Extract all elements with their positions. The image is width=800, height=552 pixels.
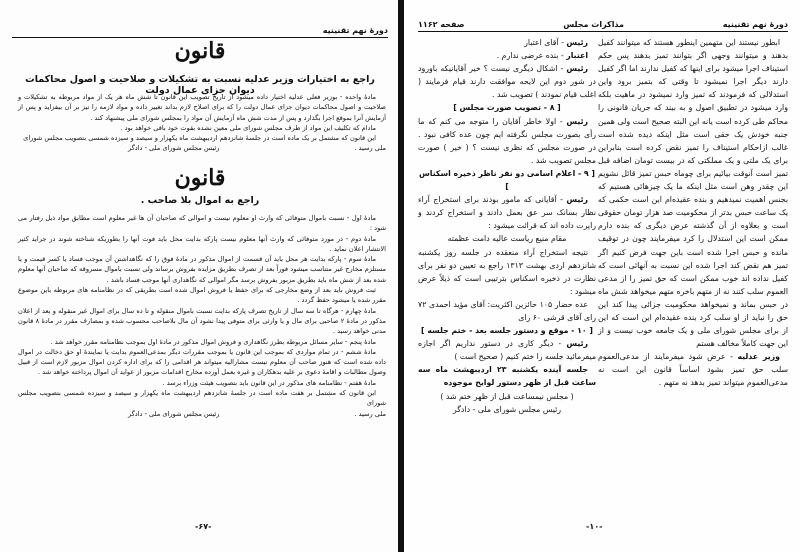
article: این قانون که مشتمل بر هفت ماده است در جلسهٔ شانزدهم اردیبهشت ماه یکهزار و سیصد و سیزده شمسی بتصویب مجلس شورای — [18, 389, 386, 408]
speech-text: - دیگر کاری در دستور نداریم اگر اجازه میفرمائید جلسه را ختم کنیم ( صحیح است ) — [418, 339, 596, 362]
article: مادهٔ سوم - پارکه بدایت هر محل باید آن قسمت از اموال مذکور در مادهٔ فوق را که نگاهداشتن آن موجب فساد یا کسر قیمت و یا مستلزم مخارج غیر متناسب میشود فوراً بعد از تصرف بطریق مزایده بفروش برساند ولی نسبت باموال مسروقه که صاحبان آنها معلوم شده بعد از شش ماه باید بطریق مزبور بفروش برسد مگر اموالی که نگاهداری آنها موجب فساد باشد . — [18, 255, 386, 284]
speech-text: - آقای اعتبار — [524, 38, 564, 47]
speech — [418, 49, 596, 62]
page-ref: صفحه ۱۱۶۲ — [418, 20, 465, 29]
page-number: -۱۰- — [586, 522, 603, 531]
law-title: قانون — [174, 165, 226, 191]
article: مادهٔ هفتم - نظامنامه های مذکور در این قانون باید بتصویب هیئت وزراء برسد . — [162, 378, 376, 387]
article: مادهٔ پنجم - سایر مسائل مربوطه بطرز نگاهداری و فروش اموال مذکور در مادهٔ اول بموجب نظامنامه مقرر خواهد شد . — [50, 337, 376, 346]
article: این قانون که مشتمل بر یک ماده است در جلسهٔ شانزدهم اردیبهشت ماه یکهزار و سیصد و سیزده شمسی بتصویب مجلس شورای — [23, 134, 376, 143]
column-right — [598, 36, 788, 390]
law2-body — [18, 213, 386, 419]
speech — [418, 115, 596, 167]
article: مادهٔ واحده - بوزیر فعلی عدلیه اختیار داده میشود از تاریخ تصویب این قانون تا شش ماه هر یک از مواد مربوطه به تشکیلات و صلاحیت و اصول محاکمات دیوان جزای عمال دولت را که برای اصلاح لازم بداند تغییر داده و مواد لازمه را نیز بر آن بیفزاید و پس از آزمایش آنرا بموقع اجرا بگذارد و پس از مدت شش ماه آزمایش آن مواد را بمجلس شورای ملی پیشنهاد کند . — [18, 93, 386, 122]
session-label: دورهٔ نهم تقنینیه — [722, 20, 788, 29]
page-number: -۶۷- — [195, 522, 212, 531]
paragraph: وزیر عدلیه - عرض شود میفرمایند از مدعی‌العموم سلب حق تمیز بشود اساساً قانون این است نه مدعی‌العموم میتواند تمیز بدهد نه متهم . — [598, 352, 788, 388]
article: مادام که تکلیف این مواد از طرف مجلس شورای ملی معین نشده بقوت خود باقی خواهد بود . — [120, 123, 376, 132]
speech — [418, 337, 596, 363]
speech — [418, 193, 596, 232]
centered-line: ( مجلس نیمساعت قبل از ظهر ختم شد ) — [440, 391, 574, 401]
speaker: رئیس — [566, 38, 588, 47]
paragraph: ابطور نیستند این متهمین اینطور هستند که میتوانند کفیل بدهند و میتوانند وجهی اگر بتوانند تمیز بدهند پس حکم استیناف اجرا میشود برای اینها که کفیل ندارند اما اگر کفیل دارند دیگر اجرا نمیشود تا وقتی که بتمیز برود واین استدلالی که فرمودند که تمیز وارد نمیشود در ماهیت بلکه وارد میشود در تطبیق اصول و به بیند که جریان قانونی را محاکم طی کرده است یانه این البته صحیح است ولی همین جنبه خودش یک حقی است مثل اینکه دیده شده است غالب ازاحکام استیناف را تمیز نقض کرده است بنابراین برای یک ملتی و یک مملکتی که در بیست تومان اضافه قبل تمیز است آنوقت بیائیم برای چوماه حبس تمیز قائل نشویم این چقدر وهن است مثل اینکه ما یک چیزهائی هستیم که بجنس اهمیت نمیدهیم و بنده عقیده‌ام این است حکمی که یک ساعت حبس بدتر از محکومیت صد هزار تومان حقوقی است و بعلاوه از آن گذشته عرض دیگری که بنده دارم ممکن است این استدلال را کرد میفرمایند چون در توقیف مانده و حبس اجرا شده است باین جهت فرض کنیم اگر تمیز هم نقض کند اجرا شده این نسبت به آنهائی است که کفیل نداده اند خوب ممکن است که حق تمیز را از مدعی العموم سلب کنند نه از متهم باخره متهم میخواهد شش ماه در حبس بماند و نمیخواهد محکومیت جزائی پیدا کند این حق را نباید از او سلب کرد بنده عقیده‌ام این است که این از برای مجلس شورای ملی و یک جامعه خوب نیست و از این جهت کاملاً مخالف هستم — [598, 38, 788, 349]
speech — [418, 298, 596, 324]
speech — [418, 36, 596, 49]
publication-label: مذاکرات مجلس — [563, 20, 625, 29]
centered-line: مقام منیع ریاست عالیه دامت عظمته — [447, 234, 567, 244]
next-session-note: جلسه آینده یکشنبه ۲۳ اردیبهشت ماه سه ساعت قبل از ظهر دستور لوایح موجوده — [418, 365, 596, 388]
speech-text: - بنده عرضی ندارم . — [496, 51, 564, 61]
speech-text: - اشکال دیگری نیست ؟ خیر آقایانیکه باورود در شور دوم این لایحه موافقت دارند قیام فرمایند ( اغلب قیام نمودند ) تصویب شد . — [418, 64, 596, 100]
section-heading: [ ۱۰ - موقع و دستور جلسه بعد - ختم جلسه ] — [421, 326, 593, 336]
article: مادهٔ ششم - در تمام مواردی که بموجب این قانون یا بموجب مقررات دیگر بمدعی‌العموم بدایت یا نمایندهٔ او حق دخالت در اموال داده شده است که هنوز صاحب آن معلوم نیست مشارالیه میتواند هر اقدامی را که برای اداره کردن اموال مزبور لازم است از قبیل وصول مطالبات و اقامهٔ دعوی بر علیه بدهکاران و غیره بعمل آورده مخارج اقدامات مزبور از عواید آن اموال پرداخته خواهد شد . — [18, 347, 386, 377]
page-header — [12, 26, 388, 38]
speech-text: - آقایانی که مامور بودند برای استخراج آراء نظار بسانک سر عق بعمل دادند و استخراج کردند و راپرت داده اند که قرائت میشود : — [418, 195, 596, 231]
article: مادهٔ چهارم - هرگاه تا سه سال از تاریخ تصرف پارکه بدایت نسبت باموال منقوله و تا ده سال برای اموال غیر منقوله و بعد از اعلان مذکور در مادهٔ ۲ صاحبی برای مال و یا وارثی برای متوفی پیدا نشود آن مال بلاصاحب محسوب شده و بمصارف مقرر در مادهٔ ۸ قانون مدنی خواهد رسید . — [18, 306, 386, 336]
article: مادهٔ اول - نسبت باموال متوفائی که وارث او معلوم نیست و اموالی که صاحبان آن ها غیر معلوم است مطابق مواد ذیل رفتار می شود : — [18, 214, 386, 233]
session-label: دورهٔ نهم تقنینیه — [322, 26, 388, 35]
signature: ملی رسید . رئیس مجلس شورای ملی - دادگر — [128, 409, 386, 418]
speech-text: - اولا خاطر آقایان را متوجه می کنم که ما رأی بصورت مجلس نگرفته ایم چون عده کافی نبود . در صورت مجلس که نظری نیست ؟ ( خیر ) صورت مجلس تصویب شد . — [418, 116, 596, 165]
page-header — [418, 20, 788, 32]
speech — [418, 62, 596, 101]
speech-text: عده حضار ۱۰۵ حائزین اکثریت: آقای مؤید احمدی ۷۲ رای آقای قرشی ۶۰ رای — [418, 299, 596, 322]
column-left — [418, 36, 596, 416]
speech-text: نتیجه استخراج آراء منعقده در جلسه روز یکشنبه شانزدهم اردی بهشت ۱۳۱۳ راجع به تعیین دو نفر برای نظارت در ذخیره اسکناس بترتیبی است که ذیلاً عرض میشود : — [418, 247, 596, 296]
law-subtitle: راجع به اختیارات وزیر عدلیه نسبت به تشکیلات و صلاحیت و اصول محاکمات دیوان جزای عمال دولت — [25, 74, 375, 96]
signature: ملی رسید . رئیس مجلس شورای ملی - دادگر — [128, 144, 386, 153]
speaker: رئیس — [566, 64, 588, 74]
speaker: رئیس — [566, 339, 589, 349]
section-heading: [ ۹ - اعلام اسامی دو نفر ناظر ذخیره اسکناس ] — [419, 168, 595, 192]
section-heading: [ ۸ - تصویب صورت مجلس ] — [453, 103, 561, 113]
speech — [418, 246, 596, 298]
speaker: رئیس — [566, 116, 588, 126]
speaker: رئیس — [566, 195, 588, 205]
law1-body — [18, 92, 386, 154]
article: مادهٔ دوم - در مورد متوفائی که وارث آنها معلوم نیست پارکه بدایت محل باید فوت آنها را بطوریکه شناخته شوند در جراید کثیر الانتشار اعلان نماید . — [18, 234, 386, 253]
law-title: قانون — [174, 38, 226, 64]
article: ثبت فروش باید بعد از وضع مخارجی که برای حفظ یا فروش اموال شده است بطریقی که در نظامنامه های مربوطه باین موضوع مقرر شده یا میشود حفظ گردد . — [18, 286, 386, 305]
centered-line: رئیس مجلس شورای ملی - دادگر — [452, 404, 562, 414]
speaker: اعتبار — [566, 51, 588, 61]
law-subtitle: راجع به اموال بلا صاحب . — [140, 195, 260, 206]
right-page — [404, 0, 800, 552]
